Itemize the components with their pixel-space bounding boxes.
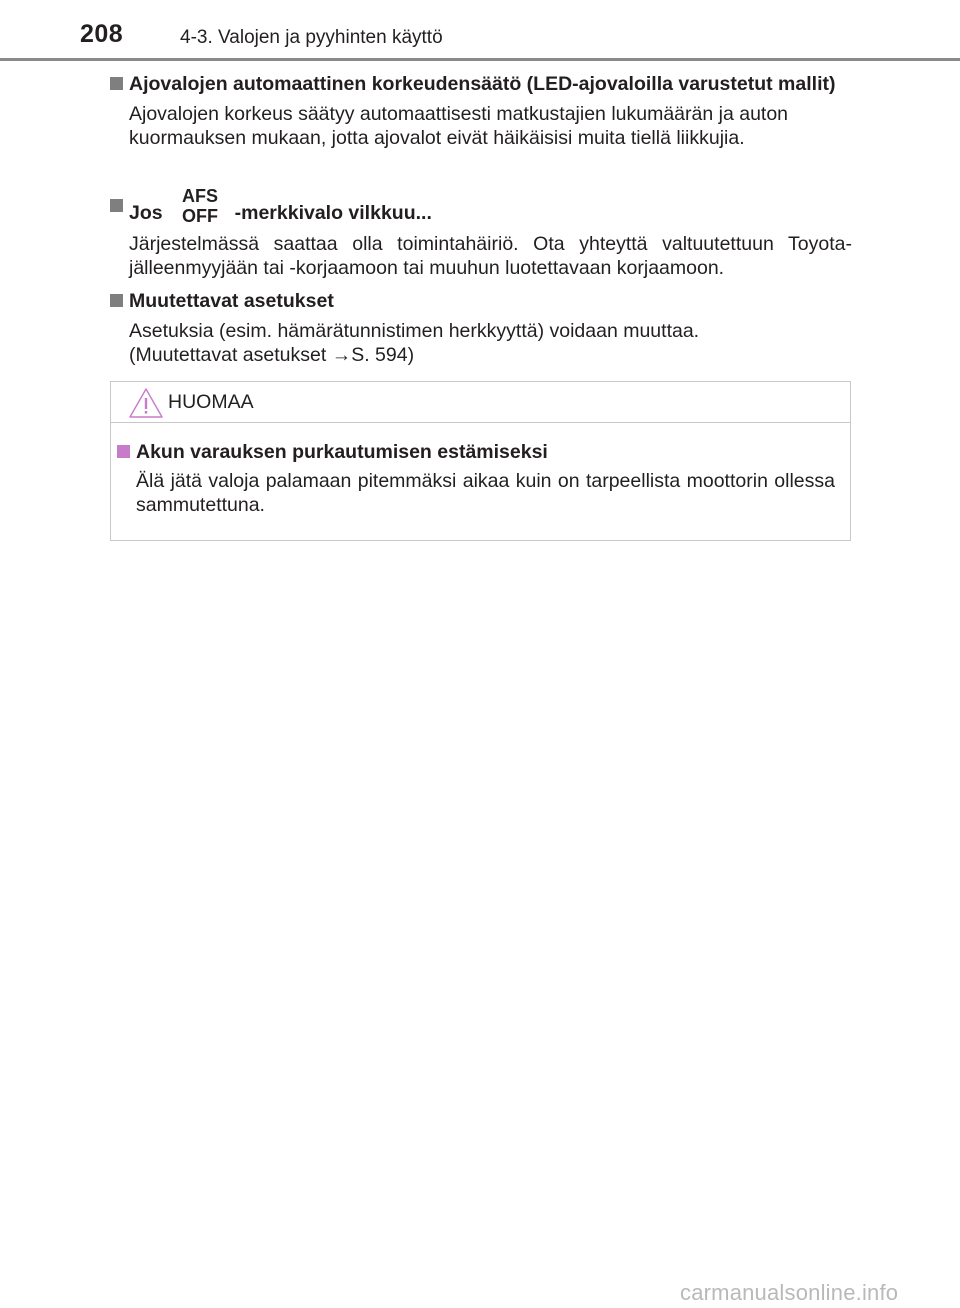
section-title: 4-3. Valojen ja pyyhinten käyttö	[180, 27, 443, 48]
section-heading	[110, 289, 852, 313]
header-divider	[0, 58, 960, 61]
section-body-reference	[129, 343, 852, 367]
notice-box	[110, 381, 851, 541]
section-heading-post: -merkkivalo vilkkuu...	[234, 202, 432, 225]
section-body-line: Asetuksia (esim. hämärätunnistimen herkkyyttä) voidaan muuttaa.	[129, 320, 700, 342]
square-bullet-icon	[110, 199, 123, 212]
notice-title: HUOMAA	[168, 391, 254, 413]
page-reference[interactable]: S. 594)	[351, 344, 415, 366]
square-bullet-icon	[110, 294, 123, 307]
section-body: Ajovalojen korkeus säätyy automaattisesti matkustajien lukumäärän ja auton kuormauksen mukaan, jotta ajovalot eivät häikäisisi muita tiellä liikkujia.	[129, 103, 789, 149]
section-body: Järjestelmässä saattaa olla toimintahäiriö. Ota yhteyttä valtuutettuun Toyota-jälleenmyyjään tai -korjaamoon tai muuhun luotettavaan korjaamoon.	[129, 233, 852, 279]
footer-brand[interactable]: carmanualsonline.info	[680, 1280, 899, 1305]
notice-body-text: Älä jätä valoja palamaan pitemmäksi aikaa kuin on tarpeellista moottorin ollessa sammutettuna.	[136, 470, 835, 516]
section-headlight-leveling	[110, 72, 852, 150]
page-number: 208	[80, 20, 124, 48]
afs-icon-top-text: AFS	[181, 186, 218, 206]
arrow-icon: →	[331, 344, 352, 366]
section-heading	[110, 188, 852, 224]
notice-heading-text: Akun varauksen purkautumisen estämiseksi	[136, 441, 548, 463]
page-header	[0, 0, 960, 62]
section-afs-indicator	[110, 188, 852, 280]
section-heading	[110, 72, 852, 96]
afs-icon-bottom-text: OFF	[181, 206, 218, 225]
section-heading-text: Ajovalojen automaattinen korkeudensäätö (LED-ajovaloilla varustetut mallit)	[129, 73, 836, 95]
notice-heading	[117, 440, 835, 464]
section-customizable-settings	[110, 289, 852, 367]
square-bullet-icon	[117, 445, 130, 458]
section-body	[110, 319, 852, 367]
notice-header	[111, 382, 850, 423]
section-heading-pre: Jos	[129, 202, 163, 225]
reference-text: (Muutettavat asetukset	[129, 344, 332, 366]
notice-content	[117, 440, 835, 517]
afs-off-icon	[177, 185, 223, 225]
square-bullet-icon	[110, 77, 123, 90]
section-heading-text: Muutettavat asetukset	[129, 290, 334, 312]
warning-triangle-icon	[128, 387, 164, 419]
